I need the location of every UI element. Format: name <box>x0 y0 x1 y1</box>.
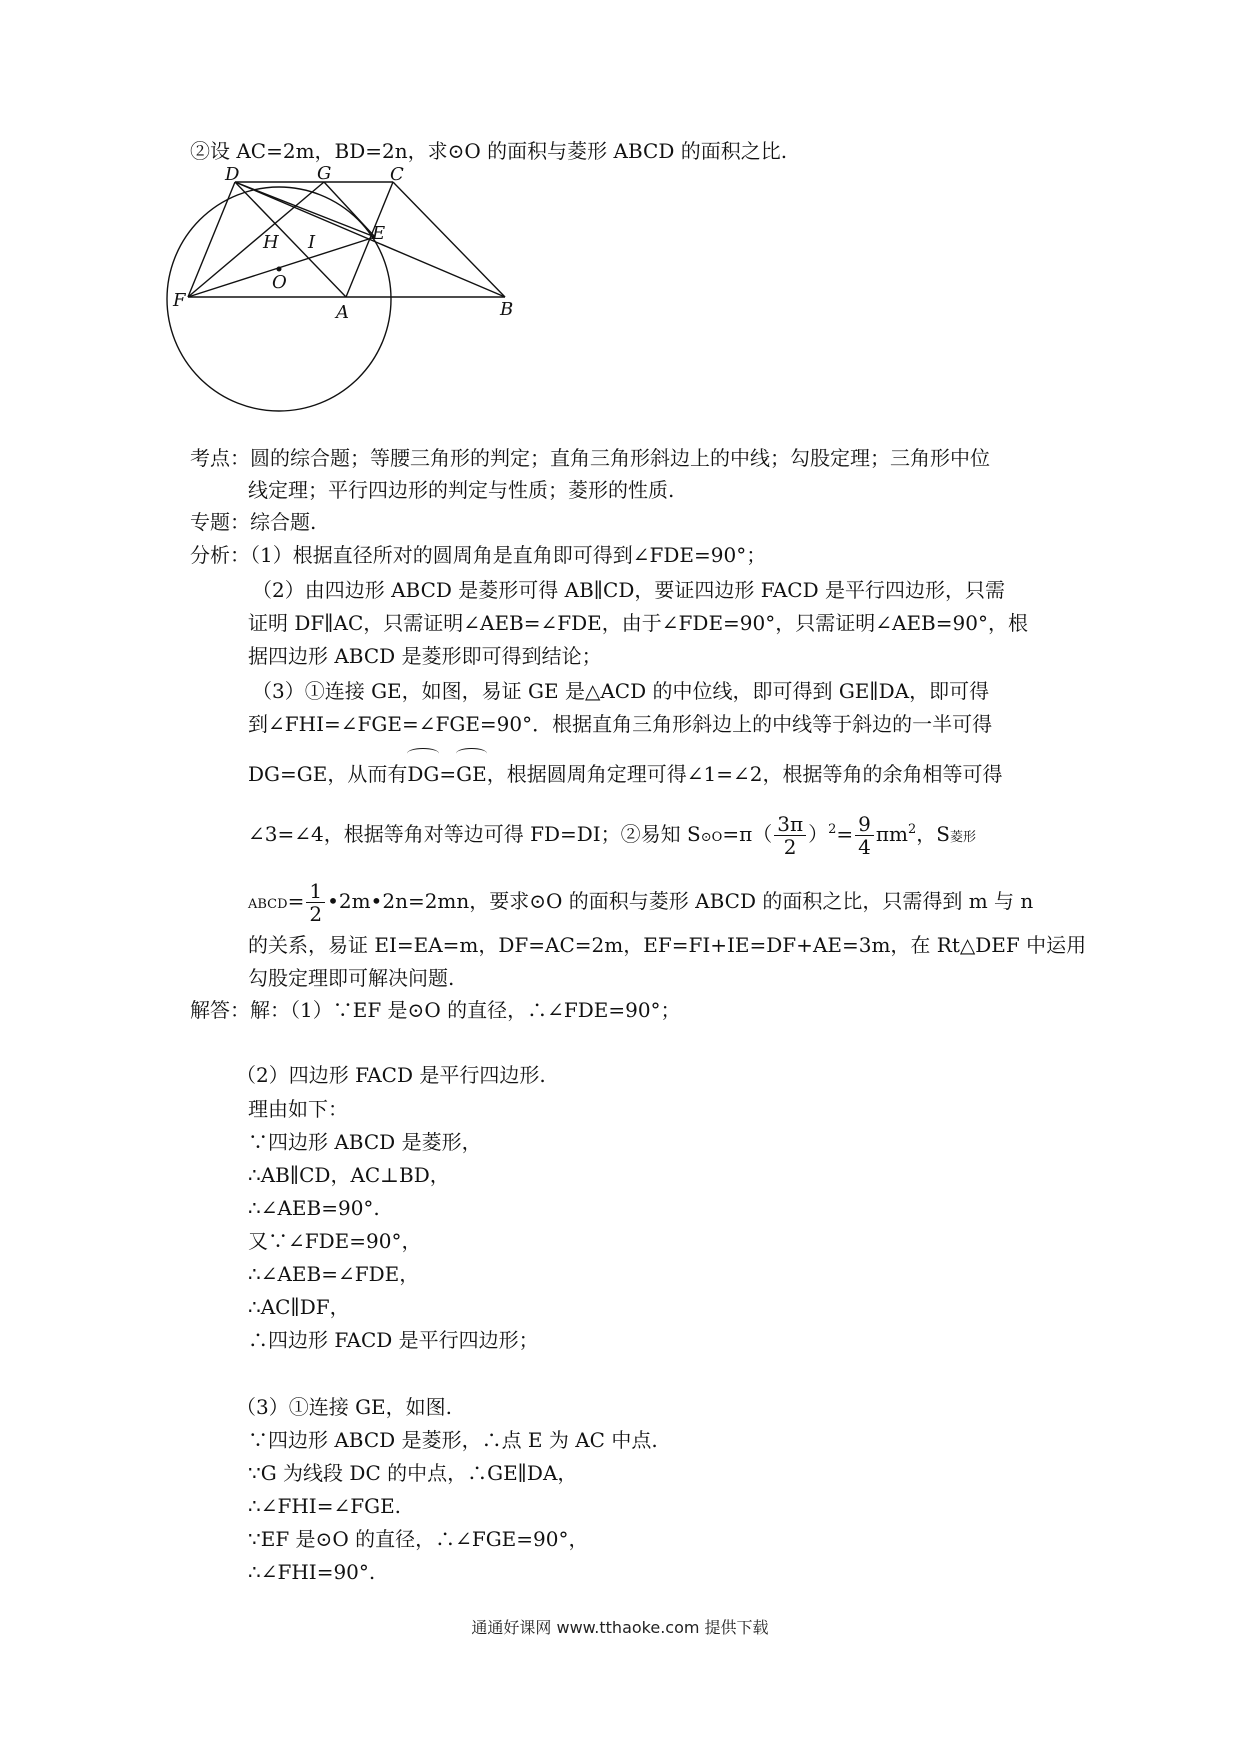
label-d: D <box>225 164 240 185</box>
arc-ge: GE <box>456 752 487 794</box>
label-i: I <box>308 232 316 253</box>
segment-fd <box>188 182 235 297</box>
fenxi-line-4: 据四边形 ABCD 是菱形即可得到结论； <box>248 644 602 668</box>
label-g: G <box>317 163 332 184</box>
fraction-numerator: 1 <box>306 880 325 903</box>
label-f: F <box>173 290 186 311</box>
zhuanti-label: 专题： <box>190 510 250 534</box>
equals-sign-3: = <box>287 889 305 913</box>
solution-line: ∴∠FHI=∠FGE. <box>248 1494 402 1518</box>
solution-line: ∴四边形 FACD 是平行四边形； <box>248 1328 539 1352</box>
solution-line: （3）①连接 GE，如图. <box>236 1395 453 1419</box>
question-line: ②设 AC=2m，BD=2n，求⊙O 的面积与菱形 ABCD 的面积之比. <box>190 139 788 163</box>
fraction-numerator: 3π <box>774 813 806 836</box>
fraction-3pi-over-2 <box>774 813 806 858</box>
segment-cb <box>393 182 505 297</box>
fenxi-line-10: 的关系，易证 EI=EA=m，DF=AC=2m，EF=FI+IE=DF+AE=3m，在 Rt△DEF 中运用 <box>248 933 1087 957</box>
label-h: H <box>263 232 279 253</box>
superscript-2: 2 <box>828 822 837 837</box>
label-o: O <box>272 272 287 293</box>
fraction-denominator: 4 <box>858 835 871 859</box>
fraction-9-over-4 <box>855 813 874 858</box>
geometry-diagram <box>173 163 600 416</box>
equals-sign: = <box>439 762 457 786</box>
solution-line: 理由如下： <box>248 1097 348 1121</box>
fenxi-label: 分析： <box>190 543 250 567</box>
jieda-label: 解答： <box>190 998 250 1022</box>
fraction-denominator: 2 <box>309 902 323 926</box>
segment-ge <box>324 182 375 237</box>
solution-line: （2）四边形 FACD 是平行四边形. <box>236 1063 546 1087</box>
label-b: B <box>500 299 514 320</box>
kaodian-line-2: 线定理；平行四边形的判定与性质；菱形的性质. <box>248 478 675 502</box>
fenxi-line-9 <box>248 880 1033 925</box>
zhuanti-text: 综合题. <box>250 510 317 534</box>
segment-fg <box>188 182 324 297</box>
zhuanti-line <box>190 507 316 537</box>
label-a: A <box>336 302 349 323</box>
solution-line: 又∵∠FDE=90°， <box>248 1229 422 1253</box>
fenxi-text-8d: ，S <box>916 822 950 846</box>
equals-sign-2: = <box>836 822 854 846</box>
jieda-text-1: 解：（1）∵EF 是⊙O 的直径，∴∠FDE=90°； <box>250 998 681 1022</box>
fenxi-line-1 <box>190 540 766 570</box>
fenxi-line-8 <box>248 810 976 858</box>
fenxi-text-8b: =π（ <box>722 822 773 846</box>
fenxi-line-7 <box>248 752 1002 794</box>
fraction-numerator: 9 <box>855 813 874 836</box>
fenxi-line-6: 到∠FHI=∠FGE=∠FGE=90°．根据直角三角形斜边上的中线等于斜边的一半可得 <box>248 712 993 736</box>
solution-line: ∴AC∥DF， <box>248 1295 350 1319</box>
fraction-1-over-2 <box>306 880 325 925</box>
fenxi-line-2: （2）由四边形 ABCD 是菱形可得 AB∥CD，要证四边形 FACD 是平行四边形，只需 <box>252 578 1005 602</box>
solution-line: ∴∠FHI=90°. <box>248 1560 376 1584</box>
fenxi-line-3: 证明 DF∥AC，只需证明∠AEB=∠FDE，由于∠FDE=90°，只需证明∠AEB=90°，根 <box>248 611 1028 635</box>
label-c: C <box>390 164 404 185</box>
fenxi-text-1: （1）根据直径所对的圆周角是直角即可得到∠FDE=90°； <box>250 543 767 567</box>
circle-o-subscript: ⊙O <box>700 830 723 845</box>
fenxi-text-8a: ∠3=∠4，根据等角对等边可得 FD=DI；②易知 S <box>248 822 701 846</box>
rhombus-subscript: 菱形 <box>949 830 976 845</box>
label-e: E <box>372 223 386 244</box>
kaodian-text-1: 圆的综合题；等腰三角形的判定；直角三角形斜边上的中线；勾股定理；三角形中位 <box>250 446 990 470</box>
solution-line: ∵四边形 ABCD 是菱形， <box>248 1130 482 1154</box>
solution-line: ∴∠AEB=90°. <box>248 1196 380 1220</box>
solution-line: ∵EF 是⊙O 的直径，∴∠FGE=90°， <box>248 1527 589 1551</box>
abcd-subscript: ABCD <box>248 897 288 912</box>
fenxi-text-8c: πm <box>875 822 908 846</box>
geometry-figure <box>173 163 600 416</box>
fenxi-text-9: •2m•2n=2mn，要求⊙O 的面积与菱形 ABCD 的面积之比，只需得到 m 与 n <box>327 889 1034 913</box>
solution-line: ∵G 为线段 DC 的中点，∴GE∥DA， <box>248 1461 578 1485</box>
footer-text: 通通好课网 www.tthaoke.com 提供下载 <box>471 1618 769 1637</box>
fenxi-text-7a: DG=GE，从而有 <box>248 762 408 786</box>
kaodian-line-1 <box>190 443 990 473</box>
center-point-o <box>277 267 282 272</box>
fenxi-line-11: 勾股定理即可解决问题. <box>248 966 455 990</box>
solution-line: ∵四边形 ABCD 是菱形，∴点 E 为 AC 中点. <box>248 1428 658 1452</box>
fraction-denominator: 2 <box>783 835 797 859</box>
solution-line: ∴AB∥CD，AC⊥BD， <box>248 1163 450 1187</box>
fenxi-text-7b: ，根据圆周角定理可得∠1=∠2，根据等角的余角相等可得 <box>486 762 1003 786</box>
kaodian-label: 考点： <box>190 446 250 470</box>
jieda-line-1 <box>190 995 681 1025</box>
fenxi-line-5: （3）①连接 GE，如图，易证 GE 是△ACD 的中位线，即可得到 GE∥DA，即可得 <box>252 679 990 703</box>
arc-dg: DG <box>407 752 439 794</box>
solution-line: ∴∠AEB=∠FDE， <box>248 1262 420 1286</box>
superscript-2b: 2 <box>907 822 917 837</box>
close-paren: ） <box>808 822 829 846</box>
